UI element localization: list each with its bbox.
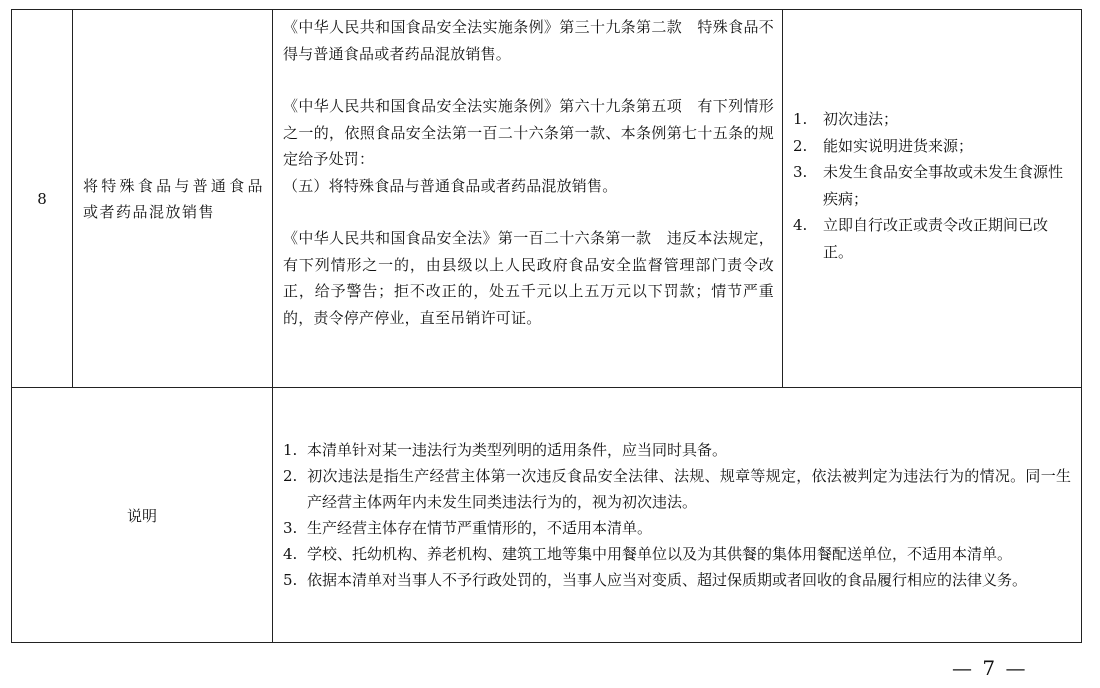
condition-text: 能如实说明进货来源； <box>823 136 974 155</box>
legal-basis-cell <box>273 10 783 388</box>
condition-item <box>793 106 1071 133</box>
condition-index: 2. <box>793 136 808 155</box>
note-index: 2. <box>283 467 298 485</box>
note-index: 4. <box>283 545 298 563</box>
condition-index: 4. <box>793 216 808 234</box>
condition-text: 未发生食品安全事故或未发生食源性疾病； <box>823 163 1064 208</box>
note-text: 依据本清单对当事人不予行政处罚的，当事人应当对变质、超过保质期或者回收的食品履行相应的法律义务。 <box>307 571 1028 589</box>
note-text: 本清单针对某一违法行为类型列明的适用条件，应当同时具备。 <box>307 441 728 459</box>
condition-item <box>793 212 1071 265</box>
legal-basis-paragraph <box>283 93 774 199</box>
legal-basis-text: 《中华人民共和国食品安全法》第一百二十六条第一款 违反本法规定，有下列情形之一的，由县级以上人民政府食品安全监督管理部门责令改正，给予警告；拒不改正的，处五千元以上五万元以下罚款；情节严重的，责令停产停业，直至吊销许可证。 <box>283 229 774 327</box>
condition-index: 1. <box>793 110 808 128</box>
condition-item <box>793 159 1071 212</box>
notes-row <box>12 388 1082 643</box>
conditions-list <box>793 106 1071 265</box>
legal-basis-text: 《中华人民共和国食品安全法实施条例》第六十九条第五项 有下列情形之一的，依照食品安全法第一百二十六条第一款、本条例第七十五条的规定给予处罚： <box>283 97 774 168</box>
note-text: 学校、托幼机构、养老机构、建筑工地等集中用餐单位以及为其供餐的集体用餐配送单位，不适用本清单。 <box>307 545 1013 563</box>
conditions-cell <box>783 10 1082 388</box>
note-item <box>283 541 1071 567</box>
note-item <box>283 463 1071 515</box>
exemption-list-table <box>11 9 1082 643</box>
violation-description: 将特殊食品与普通食品或者药品混放销售 <box>73 10 273 388</box>
legal-basis-paragraph <box>283 225 774 331</box>
row-number: 8 <box>12 10 73 388</box>
condition-text: 初次违法； <box>823 110 899 128</box>
notes-list <box>283 437 1071 593</box>
table-row <box>12 10 1082 388</box>
legal-basis-text: 《中华人民共和国食品安全法实施条例》第三十九条第二款 特殊食品不得与普通食品或者药品混放销售。 <box>283 18 774 63</box>
note-index: 1. <box>283 441 298 459</box>
notes-label: 说明 <box>12 388 273 643</box>
note-index: 3. <box>283 519 298 537</box>
note-item <box>283 515 1071 541</box>
note-text: 初次违法是指生产经营主体第一次违反食品安全法律、法规、规章等规定，依法被判定为违法行为的情况。同一生产经营主体两年内未发生同类违法行为的，视为初次违法。 <box>307 467 1071 511</box>
notes-cell <box>273 388 1082 643</box>
note-item <box>283 437 1071 463</box>
legal-basis-subitem: （五）将特殊食品与普通食品或者药品混放销售。 <box>283 176 618 195</box>
note-index: 5. <box>283 571 298 589</box>
note-item <box>283 567 1071 593</box>
condition-text: 立即自行改正或责令改正期间已改正。 <box>823 216 1049 261</box>
note-text: 生产经营主体存在情节严重情形的，不适用本清单。 <box>307 519 653 537</box>
legal-basis-paragraph <box>283 14 774 67</box>
condition-index: 3. <box>793 163 808 181</box>
condition-item <box>793 133 1071 160</box>
page-number: — 7 — <box>952 656 1028 680</box>
